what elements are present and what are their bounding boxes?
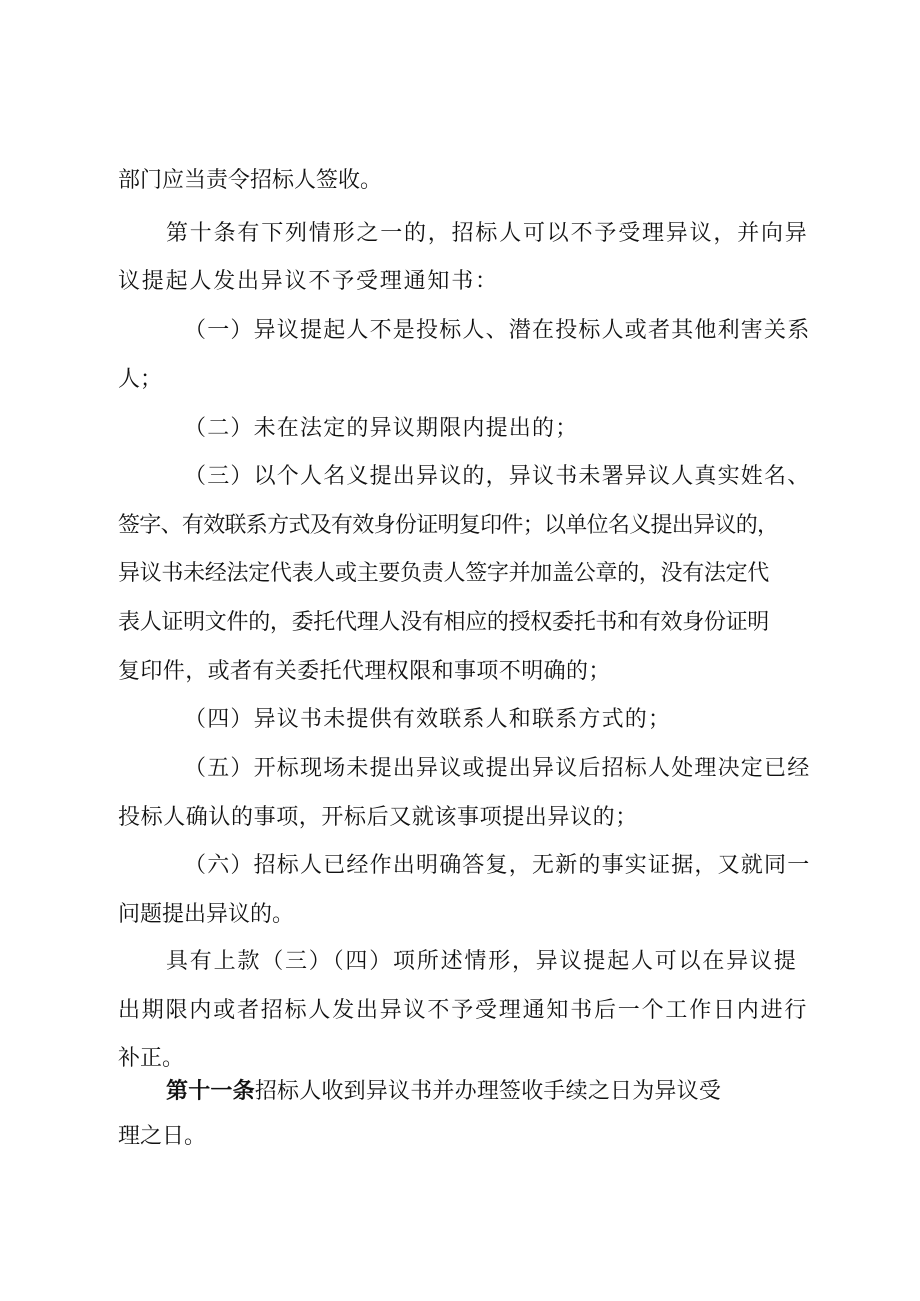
text-line: 复印件，或者有关委托代理权限和事项不明确的； xyxy=(118,659,611,684)
text-line: 人； xyxy=(118,367,163,392)
text-line: 问题提出异议的。 xyxy=(118,902,295,927)
text-line: 议提起人发出异议不予受理通知书： xyxy=(118,269,499,294)
text-line: （三）以个人名义提出异议的，异议书未署异议人真实姓名、 xyxy=(184,464,811,489)
text-line: 签字、有效联系方式及有效身份证明复印件；以单位名义提出异议的， xyxy=(118,513,779,538)
text-line: 具有上款（三）（四）项所述情形，异议提起人可以在异议提 xyxy=(166,949,798,974)
text-line: 投标人确认的事项，开标后又就该事项提出异议的； xyxy=(118,805,638,830)
article-11-heading: 第十一条 xyxy=(166,1079,255,1104)
text-line: 部门应当责令招标人签收。 xyxy=(118,168,383,193)
text-line: 理之日。 xyxy=(118,1124,207,1149)
text-line: （一）异议提起人不是投标人、潜在投标人或者其他利害关系 xyxy=(184,318,811,343)
text-line: 出期限内或者招标人发出异议不予受理通知书后一个工作日内进行 xyxy=(118,998,809,1023)
text-line: （六）招标人已经作出明确答复，无新的事实证据，又就同一 xyxy=(184,853,811,878)
text-line: （四）异议书未提供有效联系人和联系方式的； xyxy=(184,707,672,732)
article-11-text: 招标人收到异议书并办理签收手续之日为异议受 xyxy=(254,1079,722,1104)
text-line: 补正。 xyxy=(118,1046,185,1071)
text-line: （五）开标现场未提出异议或提出异议后招标人处理决定已经 xyxy=(184,756,811,781)
text-line: （二）未在法定的异议期限内提出的； xyxy=(184,416,579,441)
text-line: 表人证明文件的，委托代理人没有相应的授权委托书和有效身份证明 xyxy=(118,610,770,635)
article-11-paragraph xyxy=(166,1077,721,1107)
text-line: 异议书未经法定代表人或主要负责人签字并加盖公章的，没有法定代 xyxy=(118,561,770,586)
text-line: 第十条有下列情形之一的，招标人可以不予受理异议，并向异 xyxy=(166,221,809,246)
